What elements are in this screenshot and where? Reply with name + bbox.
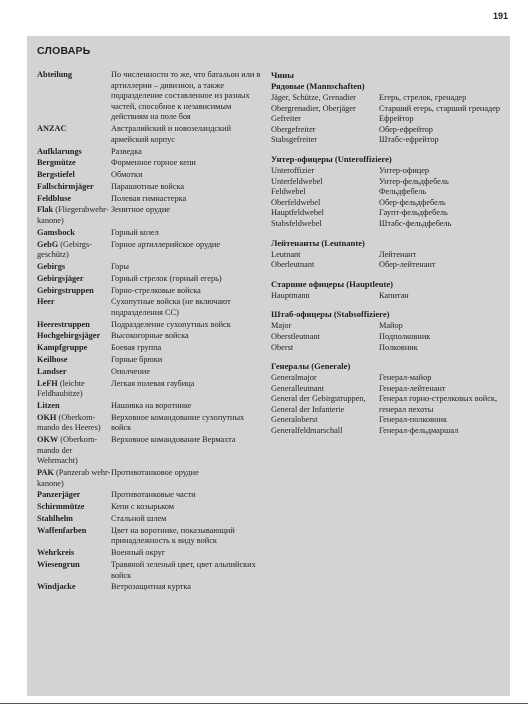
rank-row: [271, 166, 507, 177]
glossary-term-cell: [37, 262, 111, 273]
glossary-term-cell: [37, 147, 111, 158]
glossary-term-cell: [37, 343, 111, 354]
glossary-definition: Сухопутные войска (не включают подразделения СС): [111, 297, 231, 317]
glossary-entry: [37, 240, 264, 261]
glossary-term-cell: [37, 274, 111, 285]
glossary-term: Fallschirmjäger: [37, 181, 94, 191]
rank-russian: Штабс-ефрейтор: [379, 135, 439, 145]
rank-russian: Фельдфебель: [379, 187, 427, 197]
glossary-term: Windjacke: [37, 582, 76, 592]
page-number: 191: [492, 11, 508, 21]
rank-russian: Полковник: [379, 342, 418, 352]
glossary-entry: [37, 124, 264, 145]
rank-russian: Обер-ефрейтор: [379, 124, 433, 134]
rank-row: [271, 104, 507, 115]
glossary-term: Hochgebirgsjäger: [37, 331, 101, 341]
rank-german: Gefreiter: [271, 114, 301, 124]
rank-russian: Обер-лейтенант: [379, 260, 436, 270]
rank-russian: Генерал-фельдмаршал: [379, 426, 459, 436]
rank-russian: Генерал-лейтенант: [379, 383, 446, 393]
glossary-entry: [37, 468, 264, 489]
rank-section-heading: Штаб-офицеры (Stabsoffiziere): [271, 309, 390, 320]
glossary-term: Aufklarungs: [37, 146, 82, 156]
rank-german: Leutnant: [271, 249, 301, 259]
glossary-entry: [37, 147, 264, 158]
glossary-entry: [37, 274, 264, 285]
glossary-term: Litzen: [37, 400, 60, 410]
rank-german: Obergefreiter: [271, 124, 316, 134]
rank-row: [271, 426, 507, 437]
rank-german: Generalfeldmarschall: [271, 426, 343, 436]
glossary-term: Bergmütze: [37, 158, 76, 168]
glossary-term-cell: [37, 124, 111, 145]
glossary-term: Feldbluse: [37, 193, 72, 203]
rank-row: [271, 125, 507, 136]
rank-german: Oberstleutnant: [271, 331, 320, 341]
glossary-term: Kampfgruppe: [37, 343, 88, 353]
glossary-title: СЛОВАРЬ: [37, 45, 91, 57]
glossary-term: Wehrkreis: [37, 548, 75, 558]
glossary-term-note: (Fliegerabwehr-kanone): [37, 205, 109, 226]
glossary-entry: [37, 502, 264, 513]
glossary-entry: [37, 205, 264, 226]
glossary-entry: [37, 262, 264, 273]
rank-section: [271, 279, 507, 302]
rank-german: Unteroffizier: [271, 165, 315, 175]
rank-german: Unterfeldwebel: [271, 176, 323, 186]
glossary-definition: Высокогорные войска: [111, 331, 189, 341]
glossary-definition: Горное артиллерийское орудие: [111, 239, 221, 249]
glossary-term: Flak: [37, 205, 54, 215]
glossary-definition: Кепи с козырьком: [111, 502, 175, 512]
glossary-entry: [37, 170, 264, 181]
glossary-definition: Ветрозащитная куртка: [111, 582, 191, 592]
rank-german: Stabsgefreiter: [271, 135, 318, 145]
rank-section-heading: Унтер-офицеры (Unteroffiziere): [271, 153, 392, 164]
rank-russian: Капитан: [379, 290, 409, 300]
glossary-term-cell: [37, 435, 111, 467]
rank-row: [271, 415, 507, 426]
rank-russian: Егерь, стрелок, гренадер: [379, 93, 467, 102]
glossary-term-cell: [37, 240, 111, 261]
rank-russian: Генерал горно-стрелковых войск, генерал пехоты: [379, 394, 498, 414]
rank-russian: Подполковник: [379, 331, 431, 341]
glossary-term-cell: [37, 367, 111, 378]
glossary-definition: Подразделение сухопутных войск: [111, 319, 231, 329]
glossary-entry: [37, 560, 264, 581]
rank-row: [271, 208, 507, 219]
ranks-heading: Чины: [271, 70, 294, 80]
glossary-term-cell: [37, 514, 111, 525]
glossary-term-cell: [37, 228, 111, 239]
rank-german: Oberfeldwebel: [271, 197, 321, 207]
rank-row: [271, 177, 507, 188]
glossary-definition: Австралийский и новозеландский армейский корпус: [111, 124, 232, 144]
glossary-term-cell: [37, 548, 111, 559]
glossary-term-note: (Gebirgs-geschütz): [37, 239, 92, 260]
glossary-entry: [37, 367, 264, 378]
glossary-term: Landser: [37, 366, 67, 376]
rank-russian: Ефрейтор: [379, 114, 414, 124]
glossary-definition: Обмотки: [111, 170, 143, 180]
glossary-definition: Горно-стрелковые войска: [111, 285, 201, 295]
glossary-term-note: (Oberkom-mando des Heeres): [37, 412, 101, 433]
rank-row: [271, 291, 507, 302]
rank-section-heading: Лейтенанты (Leutnante): [271, 237, 365, 248]
glossary-entry: [37, 379, 264, 400]
rank-row: [271, 250, 507, 261]
glossary-term: Stahlhelm: [37, 514, 73, 524]
glossary-definition: Парашютные войска: [111, 181, 185, 191]
glossary-definition: Стальной шлем: [111, 514, 167, 524]
rank-section-heading: Рядовые (Mannschaften): [271, 81, 365, 91]
glossary-term-cell: [37, 297, 111, 318]
glossary-entry: [37, 401, 264, 412]
glossary-definition: Горный козел: [111, 227, 159, 237]
rank-sections: [271, 81, 507, 437]
glossary-definition: По численности то же, что батальон или в артиллерии – дивизион, а также подразделение составленное из разных частей, способное к независимым действиям на поле боя: [111, 70, 261, 122]
glossary-entry: [37, 435, 264, 467]
rank-german: Feldwebel: [271, 187, 306, 197]
glossary-entry: [37, 343, 264, 354]
rank-section: [271, 309, 507, 353]
glossary-entry: [37, 331, 264, 342]
glossary-term: Gebirgsjäger: [37, 273, 84, 283]
rank-german: Jäger, Schütze, Grenadier: [271, 93, 356, 102]
glossary-term: ANZAC: [37, 124, 67, 134]
glossary-term: LeFH: [37, 378, 58, 388]
glossary-entry: [37, 182, 264, 193]
glossary-term-cell: [37, 413, 111, 434]
rank-russian: Унтер-офицер: [379, 165, 430, 175]
glossary-term-note: (Panzerab wehr-kanone): [37, 468, 111, 488]
glossary-term: Waffenfarben: [37, 525, 87, 535]
glossary-entry: [37, 320, 264, 331]
glossary-term-cell: [37, 490, 111, 501]
rank-german: Oberst: [271, 342, 294, 352]
glossary-term-cell: [37, 355, 111, 366]
glossary-term-note: (Oberkom-mando der Wehrmacht): [37, 435, 98, 466]
glossary-definition: Противотанковое орудие: [111, 468, 199, 478]
ranks-column: [271, 70, 507, 445]
glossary-definition: Боевая группа: [111, 343, 162, 353]
glossary-term-cell: [37, 468, 111, 489]
glossary-term: Panzerjäger: [37, 490, 81, 500]
glossary-entry: [37, 297, 264, 318]
rank-section: [271, 361, 507, 437]
rank-german: Obergrenadier, Oberjäger: [271, 103, 356, 113]
glossary-term-cell: [37, 502, 111, 513]
glossary-term-cell: [37, 286, 111, 297]
rank-row: [271, 321, 507, 332]
rank-section: [271, 238, 507, 271]
glossary-term: OKW: [37, 435, 59, 445]
rank-german: Hauptmann: [271, 290, 310, 300]
glossary-term: Gebirgs: [37, 261, 66, 271]
glossary-term-cell: [37, 379, 111, 400]
rank-row: [271, 219, 507, 230]
glossary-term-cell: [37, 182, 111, 193]
rank-section: [271, 81, 507, 146]
glossary-definition: Противотанковые части: [111, 490, 196, 500]
glossary-definition: Легкая полевая гаубица: [111, 378, 195, 388]
glossary-definition: Горные брюки: [111, 355, 163, 365]
glossary-term-cell: [37, 582, 111, 593]
glossary-definition: Разведка: [111, 146, 142, 156]
glossary-entry: [37, 286, 264, 297]
glossary-term-cell: [37, 320, 111, 331]
glossary-term: Gamsbock: [37, 227, 75, 237]
glossary-term-cell: [37, 331, 111, 342]
rank-section-heading: Старшие офицеры (Hauptleute): [271, 278, 394, 289]
rank-row: [271, 93, 507, 104]
glossary-term: PAK: [37, 468, 54, 478]
glossary-definition: Верховное командование сухопутных войск: [111, 412, 245, 433]
rank-russian: Лейтенант: [379, 249, 417, 259]
rank-russian: Генерал-майор: [379, 373, 432, 383]
glossary-entry: [37, 355, 264, 366]
rank-row: [271, 384, 507, 395]
glossary-term: Heer: [37, 297, 55, 307]
glossary-term: GebG: [37, 239, 59, 249]
rank-german: Generaloberst: [271, 415, 318, 425]
rank-russian: Майор: [379, 321, 403, 331]
rank-row: [271, 332, 507, 343]
glossary-entry: [37, 70, 264, 123]
rank-row: [271, 198, 507, 209]
glossary-term-cell: [37, 158, 111, 169]
glossary-definition: Военный округ: [111, 548, 166, 558]
rank-row: [271, 260, 507, 271]
glossary-definition: Верховное командование Вермахта: [111, 435, 236, 445]
rank-row: [271, 135, 507, 146]
glossary-entry: [37, 582, 264, 593]
rank-russian: Генерал-полковник: [379, 415, 447, 425]
glossary-term: Abteilung: [37, 70, 73, 79]
rank-german: Generalleutnant: [271, 383, 324, 393]
rank-german: Stabsfeldwebel: [271, 218, 322, 228]
glossary-definition: Зенитное орудие: [111, 205, 170, 215]
glossary-definition: Горный стрелок (горный егерь): [111, 273, 222, 283]
glossary-term-note: (leichte Feldhaubitze): [37, 378, 85, 399]
glossary-term-cell: [37, 170, 111, 181]
glossary-term-cell: [37, 205, 111, 226]
glossary-definition: Нашивка на воротнике: [111, 400, 192, 410]
glossary-definition: Ополчение: [111, 366, 151, 376]
rank-row: [271, 114, 507, 125]
glossary-definition: Форменное горное кепи: [111, 158, 196, 168]
rank-row: [271, 394, 507, 415]
glossary-entry: [37, 490, 264, 501]
glossary-term-cell: [37, 526, 111, 547]
glossary-terms-column: [37, 70, 264, 594]
glossary-term: Gebirgstruppen: [37, 285, 94, 295]
glossary-term: Heerestruppen: [37, 319, 90, 329]
rank-german: General der Gebirgstruppen, General der Infanterie: [271, 394, 366, 414]
rank-russian: Старший егерь, старший гренадер: [379, 103, 501, 113]
glossary-entry: [37, 228, 264, 239]
glossary-term-cell: [37, 401, 111, 412]
glossary-term-cell: [37, 194, 111, 205]
glossary-definition: Горы: [111, 261, 129, 271]
glossary-term: Bergstiefel: [37, 170, 75, 180]
rank-german: Hauptfeldwebel: [271, 208, 324, 218]
rank-german: Oberleutnant: [271, 260, 315, 270]
glossary-entry: [37, 514, 264, 525]
rank-russian: Штабс-фельдфебель: [379, 218, 452, 228]
glossary-term-cell: [37, 70, 111, 123]
glossary-entry: [37, 413, 264, 434]
glossary-entry: [37, 526, 264, 547]
glossary-entry: [37, 194, 264, 205]
glossary-entry: [37, 548, 264, 559]
rank-section: [271, 154, 507, 230]
glossary-term: Wiesengrun: [37, 559, 80, 569]
rank-german: Generalmajor: [271, 373, 317, 383]
rank-russian: Обер-фельдфебель: [379, 197, 446, 207]
glossary-definition: Цвет на воротнике, показывающий принадлежность к виду войск: [111, 525, 235, 546]
glossary-definition: Полевая гимнастерка: [111, 193, 187, 203]
glossary-definition: Травяной зеленый цвет, цвет альпийских войск: [111, 559, 256, 580]
rank-russian: Унтер-фельдфебель: [379, 176, 449, 186]
rank-russian: Гаупт-фельдфебель: [379, 208, 448, 218]
rank-row: [271, 343, 507, 354]
rank-row: [271, 187, 507, 198]
glossary-term: Keilhose: [37, 355, 68, 365]
glossary-term: Schirmmütze: [37, 502, 85, 512]
glossary-term-cell: [37, 560, 111, 581]
rank-section-heading: Генералы (Generale): [271, 361, 351, 372]
page-bottom-rule: [0, 703, 528, 704]
rank-row: [271, 373, 507, 384]
glossary-term: OKH: [37, 412, 57, 422]
glossary-entry: [37, 158, 264, 169]
rank-german: Major: [271, 321, 292, 331]
